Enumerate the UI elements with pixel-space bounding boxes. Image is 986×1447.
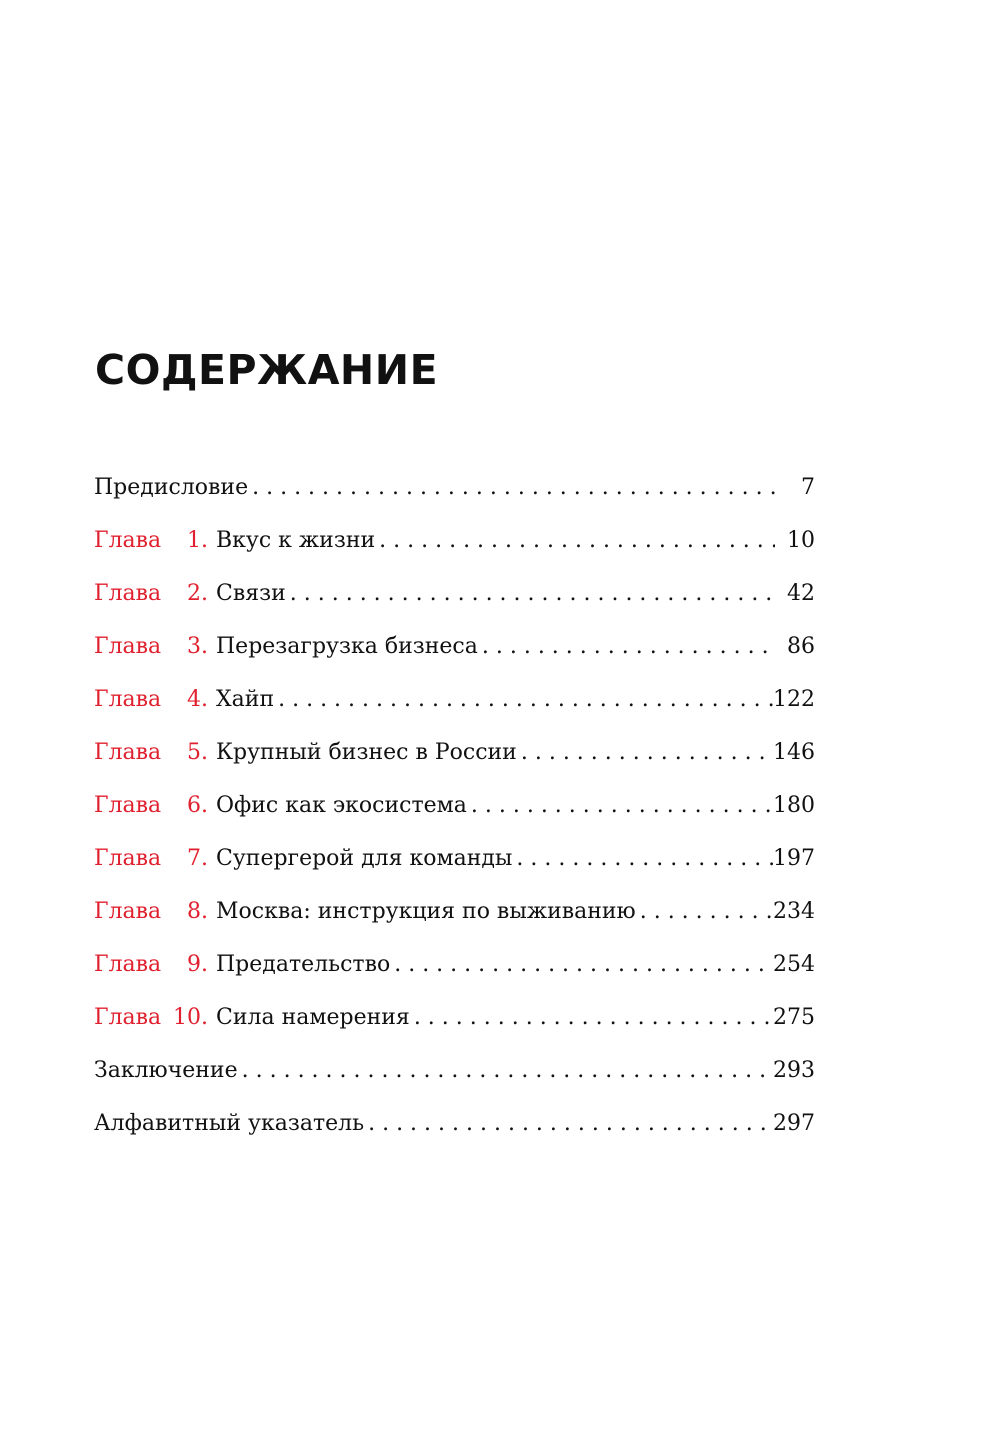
toc-entry-conclusion[interactable] <box>94 1053 815 1106</box>
entry-title: Сила намерения <box>216 1005 410 1030</box>
page-number: 297 <box>773 1111 815 1136</box>
page-number: 146 <box>773 740 815 765</box>
toc-entry-chapter-8[interactable] <box>94 894 815 947</box>
entry-title: Москва: инструкция по выживанию <box>216 899 636 924</box>
chapter-label: Глава <box>94 528 162 553</box>
dot-leader <box>512 841 773 877</box>
chapter-number: 2. <box>187 581 208 606</box>
chapter-number: 9. <box>187 952 208 977</box>
chapter-label: Глава <box>94 634 162 659</box>
chapter-number: 6. <box>187 793 208 818</box>
dot-leader <box>467 788 773 824</box>
chapter-label: Глава <box>94 899 162 924</box>
page-number: 122 <box>773 687 815 712</box>
entry-title: Заключение <box>94 1058 238 1083</box>
dot-leader <box>248 470 775 506</box>
chapter-number: 1. <box>187 528 208 553</box>
entry-title: Алфавитный указатель <box>94 1111 365 1136</box>
toc-entry-chapter-10[interactable] <box>94 1000 815 1053</box>
chapter-number: 5. <box>187 740 208 765</box>
chapter-label: Глава <box>94 952 162 977</box>
entry-title: Офис как экосистема <box>216 793 467 818</box>
toc-entry-chapter-5[interactable] <box>94 735 815 788</box>
dot-leader <box>375 523 775 559</box>
chapter-number: 4. <box>187 687 208 712</box>
entry-title: Супергерой для команды <box>216 846 513 871</box>
dot-leader <box>636 894 773 930</box>
page-number: 86 <box>787 634 815 659</box>
chapter-number: 7. <box>187 846 208 871</box>
dot-leader <box>274 682 773 718</box>
dot-leader <box>286 576 775 612</box>
entry-title: Хайп <box>216 687 275 712</box>
page-number: 10 <box>787 528 815 553</box>
chapter-label: Глава <box>94 846 162 871</box>
page-title: СОДЕРЖАНИЕ <box>95 346 439 394</box>
entry-title: Перезагрузка бизнеса <box>216 634 478 659</box>
chapter-label: Глава <box>94 740 162 765</box>
page-number: 293 <box>773 1058 815 1083</box>
page-number: 197 <box>773 846 815 871</box>
page-number: 7 <box>801 475 815 500</box>
chapter-number: 8. <box>187 899 208 924</box>
toc-entry-index[interactable] <box>94 1106 815 1159</box>
entry-title: Предательство <box>216 952 391 977</box>
chapter-label: Глава <box>94 1005 162 1030</box>
chapter-label: Глава <box>94 793 162 818</box>
toc-entry-chapter-3[interactable] <box>94 629 815 682</box>
chapter-number: 10. <box>173 1005 208 1030</box>
toc-entry-chapter-9[interactable] <box>94 947 815 1000</box>
chapter-label: Глава <box>94 687 162 712</box>
toc-entry-chapter-6[interactable] <box>94 788 815 841</box>
page-number: 42 <box>787 581 815 606</box>
toc-entry-chapter-7[interactable] <box>94 841 815 894</box>
chapter-number: 3. <box>187 634 208 659</box>
page-number: 275 <box>773 1005 815 1030</box>
dot-leader <box>517 735 773 771</box>
toc-entry-chapter-4[interactable] <box>94 682 815 735</box>
dot-leader <box>238 1053 773 1089</box>
page-number: 234 <box>773 899 815 924</box>
entry-title: Вкус к жизни <box>216 528 376 553</box>
entry-title: Предисловие <box>94 475 249 500</box>
page-number: 254 <box>773 952 815 977</box>
entry-title: Связи <box>216 581 286 606</box>
dot-leader <box>364 1106 773 1142</box>
dot-leader <box>390 947 773 983</box>
page-number: 180 <box>773 793 815 818</box>
table-of-contents <box>94 470 815 1159</box>
dot-leader <box>478 629 775 665</box>
dot-leader <box>410 1000 773 1036</box>
entry-title: Крупный бизнес в России <box>216 740 517 765</box>
toc-entry-preface[interactable] <box>94 470 815 523</box>
toc-entry-chapter-1[interactable] <box>94 523 815 576</box>
toc-entry-chapter-2[interactable] <box>94 576 815 629</box>
chapter-label: Глава <box>94 581 162 606</box>
